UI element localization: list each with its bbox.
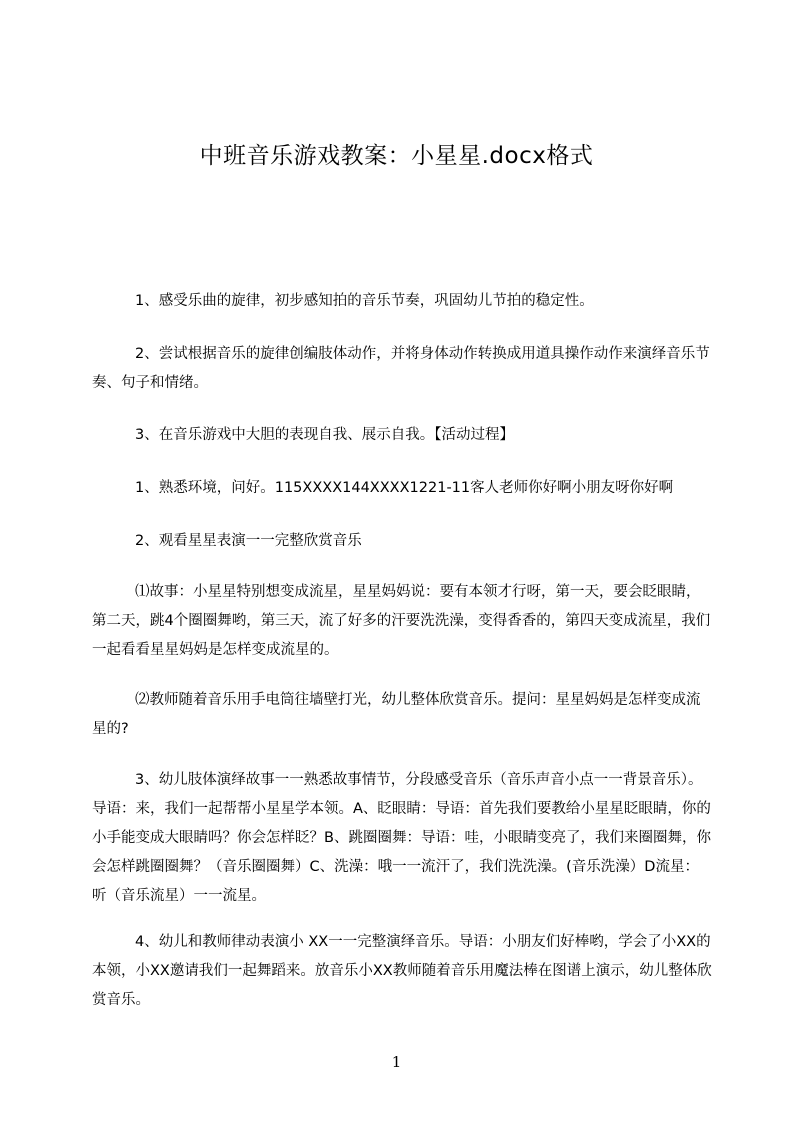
- paragraph-step-3: 3、幼儿肢体演绎故事一一熟悉故事情节，分段感受音乐（音乐声音小点一一背景音乐）。导语：来，我们一起帮帮小星星学本领。A、眨眼睛：导语：首先我们要教给小星星眨眼睛，你的小手能变成大眼睛吗？你会怎样眨？B、跳圈圈舞：导语：哇，小眼睛变亮了，我们来圈圈舞，你会怎样跳圈圈舞？（音乐圈圈舞）C、洗澡：哦一一流汗了，我们洗洗澡。(音乐洗澡）D流星：听（音乐流星）一一流星。: [92, 772, 711, 904]
- paragraph-step-1: 1、熟悉环境，问好。115XXXX144XXXX1221-11客人老师你好啊小朋友呀你好啊: [135, 480, 674, 496]
- paragraph-objective-1: 1、感受乐曲的旋律，初步感知拍的音乐节奏，巩固幼儿节拍的稳定性。: [135, 293, 594, 309]
- paragraph-step-4: 4、幼儿和教师律动表演小 XX一一完整演绎音乐。导语：小朋友们好棒哟，学会了小XX的本领，小XX邀请我们一起舞蹈来。放音乐小XX教师随着音乐用魔法棒在图谱上演示，幼儿整体欣赏音乐。: [92, 934, 712, 1008]
- paragraph-step-2: 2、观看星星表演一一完整欣赏音乐: [135, 533, 362, 549]
- page-number: 1: [391, 1053, 402, 1071]
- paragraph-objective-3: 3、在音乐游戏中大胆的表现自我、展示自我。【活动过程】: [135, 427, 514, 443]
- paragraph-teacher-light: ⑵教师随着音乐用手电筒往墙壁打光，幼儿整体欣赏音乐。提问：星星妈妈是怎样变成流星的?: [92, 692, 701, 737]
- paragraph-story: ⑴故事：小星星特别想变成流星，星星妈妈说：要有本领才行呀，第一天，要会眨眼睛，第二天，跳4个圈圈舞哟，第三天，流了好多的汗要洗洗澡，变得香香的，第四天变成流星，我们一起看看星星妈妈是怎样变成流星的。: [92, 584, 711, 658]
- document-title: 中班音乐游戏教案：小星星.docx格式: [199, 143, 594, 169]
- paragraph-objective-2: 2、尝试根据音乐的旋律创编肢体动作，并将身体动作转换成用道具操作动作来演绎音乐节奏、句子和情绪。: [92, 346, 710, 391]
